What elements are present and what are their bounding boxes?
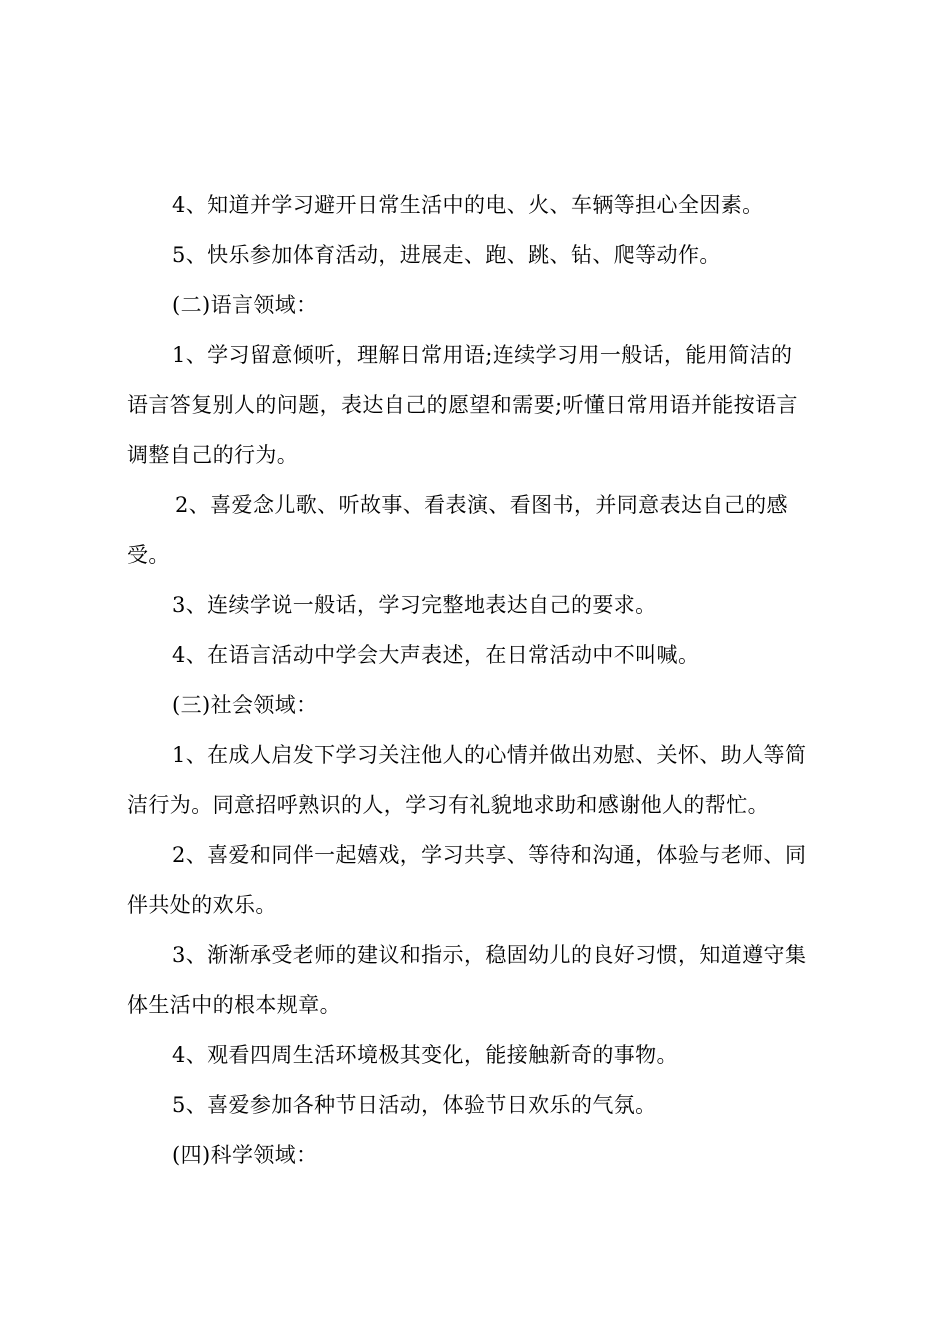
text-line: 语言答复别人的问题，表达自己的愿望和需要;听懂日常用语并能按语言 [127, 393, 798, 417]
text-line: 3、连续学说一般话，学习完整地表达自己的要求。 [172, 593, 657, 617]
text-line: 洁行为。同意招呼熟识的人，学习有礼貌地求助和感谢他人的帮忙。 [127, 793, 769, 817]
text-line: 调整自己的行为。 [127, 443, 299, 467]
text-line: 5、快乐参加体育活动，进展走、跑、跳、钻、爬等动作。 [172, 243, 721, 267]
text-line: 1、在成人启发下学习关注他人的心情并做出劝慰、关怀、助人等简 [172, 743, 807, 767]
text-line: 2、喜爱念儿歌、听故事、看表演、看图书，并同意表达自己的感 [175, 493, 788, 517]
section-heading: (四)科学领域： [172, 1143, 318, 1167]
text-line: 体生活中的根本规章。 [127, 993, 341, 1017]
text-line: 受。 [127, 543, 170, 567]
text-line: 伴共处的欢乐。 [127, 893, 277, 917]
text-line: 2、喜爱和同伴一起嬉戏，学习共享、等待和沟通，体验与老师、同 [172, 843, 807, 867]
text-line: 5、喜爱参加各种节日活动，体验节日欢乐的气氛。 [172, 1093, 657, 1117]
text-line: 3、渐渐承受老师的建议和指示，稳固幼儿的良好习惯，知道遵守集 [172, 943, 807, 967]
text-line: 4、在语言活动中学会大声表述，在日常活动中不叫喊。 [172, 643, 700, 667]
text-line: 4、知道并学习避开日常生活中的电、火、车辆等担心全因素。 [172, 193, 764, 217]
section-heading: (三)社会领域： [172, 693, 318, 717]
section-heading: (二)语言领域： [172, 293, 318, 317]
text-line: 1、学习留意倾听，理解日常用语;连续学习用一般话，能用简洁的 [172, 343, 793, 367]
text-line: 4、观看四周生活环境极其变化，能接触新奇的事物。 [172, 1043, 678, 1067]
